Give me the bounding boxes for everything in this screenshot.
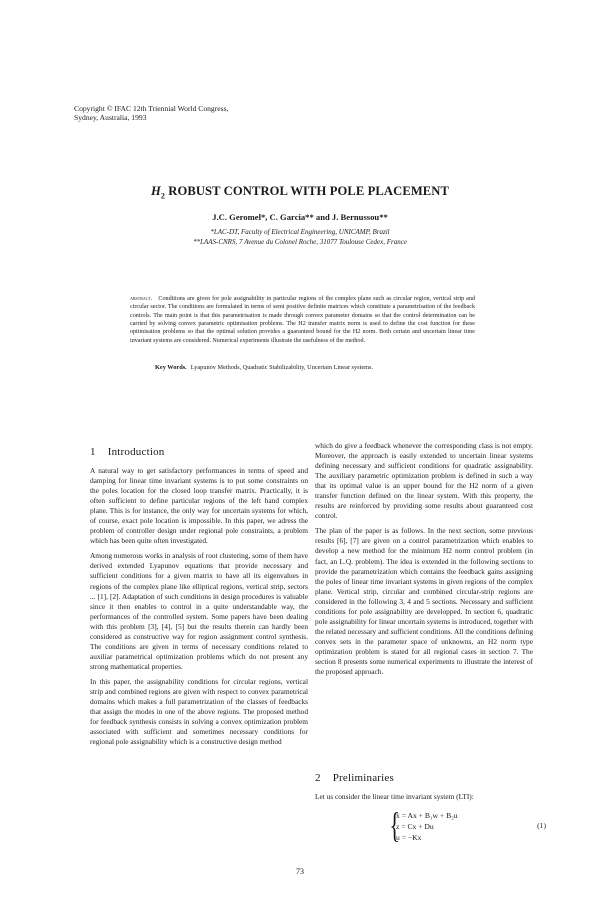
keywords-label: Key Words. bbox=[155, 364, 187, 371]
abstract-label: abstract. bbox=[130, 296, 153, 302]
intro-paragraph-1: A natural way to get satisfactory performances in terms of speed and damping for linear time invariant systems is to put some constraints on the poles location for the closed loop transfer matrix. Practically, it is often sufficient to define particular regions of the left hand complex plane. This is for instance, the only way for uncertain systems for which, of course, exact pole location is impossible. In this paper, we adress the problem of controller design under regional pole constraints, a problem which has been quite often investigated. bbox=[90, 466, 308, 546]
section-1-heading bbox=[90, 446, 164, 458]
authors: J.C. Geromel*, C. Garcia** and J. Bernussou** bbox=[212, 212, 388, 222]
paper-title bbox=[0, 184, 600, 201]
section-2-number: 2 bbox=[315, 772, 321, 784]
affiliation-1: *LAC-DT, Faculty of Electrical Engineering, UNICAMP, Brazil bbox=[210, 228, 390, 236]
left-column bbox=[90, 466, 308, 752]
equation-line-1: ẋ = Ax + B₁w + B₂u bbox=[396, 811, 458, 820]
copyright-line-2: Sydney, Australia, 1993 bbox=[74, 113, 147, 122]
right-column bbox=[315, 441, 533, 682]
equation-1 bbox=[386, 805, 546, 847]
copyright-notice bbox=[74, 104, 228, 122]
affiliation-2: **LAAS-CNRS, 7 Avenue du Colonel Roche, 31077 Toulouse Cedex, France bbox=[193, 238, 407, 246]
intro-paragraph-3: In this paper, the assignability conditions for circular regions, vertical strip and combined regions are given with respect to convex parametrical domains which makes a full parametrization of the classes of feedbacks that assign the modes in one of the above regions. The proposed method for feedback synthesis consists in solving a convex optimization problem associated with sufficient and sometimes necessary conditions for regional pole assignability which is a constructive design method bbox=[90, 676, 308, 747]
right-paragraph-2: The plan of the paper is as follows. In the next section, some previous results [6], [7] are given on a control parametrization which enables to develop a new method for the minimum H2 norm control problem (in fact, an L.Q. problem). The idea is extended in the following sections to provide the parametrization which contains the feedback gains assigning the poles of linear time invariant systems in given regions of the complex plane. Vertical strip, circular and combined circular-strip regions are considered in the following 3, 4 and 5 sections. Necessary and sufficient conditions for pole assignability are developped. In section 6, quadratic pole assignability for linear uncertain systems is introduced, together with the related necessary and sufficient conditions. All the conditions defining convex sets in the parameter space of unknowns, an H2 norm type optimization problem is stated for all regional cases in section 7. The section 8 presents some numerical experiments to illustrate the interest of the proposed approach. bbox=[315, 526, 533, 677]
intro-paragraph-2: Among numerous works in analysis of root clustering, some of them have derived extended Lyapunov equations that provide necessary and sufficient conditions for a given matrix to have all its eigenvalues in regions of the complex plane like elliptical regions, vertical strip, sectors ... [1], [2]. Adaptation of such conditions in design procedures is valuable since it then enables to control in a quite understandable way, the performances of the controlled system. Some papers have been dealing with this problem [3], [4], [5] but the results therein can hardly been considered as constructive way for region assignment control synthesis. The conditions are given in terms of necessary conditions related to auxiliar parametrical optimization problems which do not present any strong mathematical properties. bbox=[90, 551, 308, 671]
title-subscript: 2 bbox=[160, 191, 165, 201]
section-2-intro: Let us consider the linear time invariant system (LTI): bbox=[315, 792, 474, 801]
section-1-number: 1 bbox=[90, 446, 96, 458]
section-2-heading bbox=[315, 772, 394, 784]
page-number: 73 bbox=[296, 867, 304, 876]
section-1-title: Introduction bbox=[107, 446, 165, 458]
abstract-text: Conditions are given for pole assignability in particular regions of the complex plane such as circular region, vertical strip and circular sector. The conditions are formulated in terms of semi positive definite matrices which constitute a parametrisation of the feedback controls. The main point is that this parametrisation is made through convex parameter domains so that the control determination can be carried by solving convex parametric optimisation problems. The H2 transfer matrix norm is used to define the cost function for these optimisation problems so that the optimal solution provides a guaranteed bound for the H2 norm. Both certain and uncertain linear time invariant systems are considered. Numerical experiments illustrate the usefulness of the method. bbox=[130, 296, 475, 344]
copyright-line-1: Copyright © IFAC 12th Triennial World Congress, bbox=[74, 104, 229, 113]
right-paragraph-1: which do give a feedback whenever the corresponding class is not empty. Moreover, the approach is easily extended to uncertain linear systems defining necessary and sufficient conditions for quadratic assignability. The auxiliary parametric optimization problem is defined in such a way that its optimal value is an upper bound for the H2 norm of a given transfer function defined on the linear system. With this property, the results are reinforced by providing some results about guaranteed cost control. bbox=[315, 441, 533, 521]
keywords-text: Lyapunov Methods, Quadratic Stabilizability, Uncertain Linear systems. bbox=[190, 364, 374, 371]
abstract bbox=[130, 295, 475, 345]
equation-line-3: u = −Kx bbox=[396, 833, 422, 842]
equation-line-2: z = Cx + Du bbox=[396, 822, 434, 831]
title-rest: ROBUST CONTROL WITH POLE PLACEMENT bbox=[165, 184, 449, 198]
section-2-title: Preliminaries bbox=[332, 772, 394, 784]
equation-brace: { bbox=[389, 805, 400, 845]
title-h: H bbox=[150, 184, 161, 198]
keywords bbox=[155, 364, 475, 371]
equation-number: (1) bbox=[537, 821, 546, 830]
